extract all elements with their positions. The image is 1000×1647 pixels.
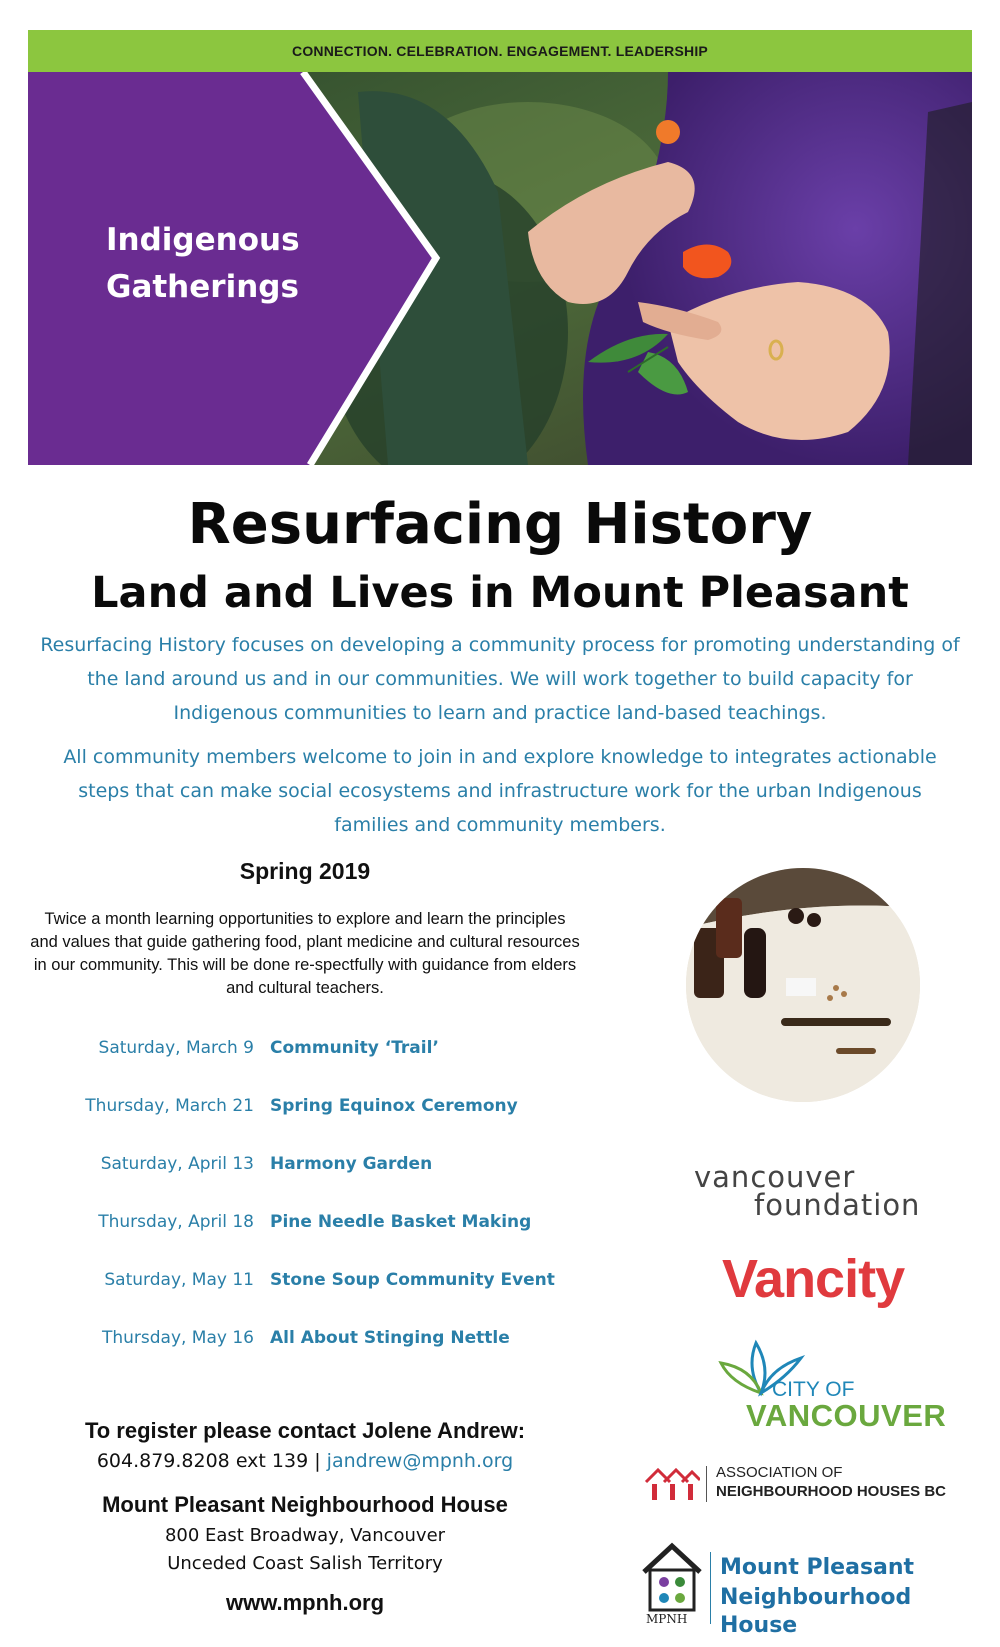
event-name: Pine Needle Basket Making <box>270 1212 532 1232</box>
event-date: Thursday, April 18 <box>98 1212 254 1232</box>
contact-email-link[interactable]: jandrew@mpnh.org <box>326 1450 514 1472</box>
event-name: Spring Equinox Ceremony <box>270 1096 518 1116</box>
cov-line1: CITY OF <box>772 1378 855 1401</box>
circular-photo <box>686 868 920 1102</box>
event-row <box>0 1038 620 1068</box>
anh-line1: ASSOCIATION OF <box>716 1464 843 1481</box>
territory-line: Unceded Coast Salish Territory <box>167 1553 443 1574</box>
contact-separator: | <box>314 1450 321 1472</box>
logo-divider <box>710 1552 711 1624</box>
event-date: Thursday, March 21 <box>85 1096 254 1116</box>
event-row <box>0 1096 620 1126</box>
hero-title <box>106 217 300 311</box>
houses-icon <box>644 1466 700 1502</box>
event-name: Community ‘Trail’ <box>270 1038 439 1058</box>
vancity-logo: Vancity <box>722 1249 905 1309</box>
intro-paragraph-2: All community members welcome to join in and explore knowledge to integrates actionable steps that can make social ecosystems and infrastructure work for the urban Indigenous families and community members. <box>63 746 937 836</box>
event-date: Saturday, March 9 <box>98 1038 254 1058</box>
event-row <box>0 1328 620 1358</box>
contact-phone: 604.879.8208 ext 139 <box>96 1450 309 1472</box>
page-subtitle: Land and Lives in Mount Pleasant <box>91 568 909 618</box>
banner-text: CONNECTION. CELEBRATION. ENGAGEMENT. LEADERSHIP <box>292 43 708 59</box>
mpnh-line2: Neighbourhood House <box>720 1585 912 1638</box>
event-date: Saturday, April 13 <box>100 1154 254 1174</box>
event-row <box>0 1270 620 1300</box>
event-row <box>0 1212 620 1242</box>
cov-line2: VANCOUVER <box>746 1398 947 1433</box>
contact-line <box>30 1450 580 1472</box>
vf-line2: foundation <box>754 1188 921 1222</box>
vancouver-foundation-logo <box>694 1160 944 1222</box>
mpnh-abbr: MPNH <box>646 1612 688 1626</box>
vf-line1: vancouver <box>694 1160 856 1194</box>
season-description: Twice a month learning opportunities to explore and learn the principles and values that guide gathering food, plant medicine and cultural resources in our community. This will be done re-spectfully with guidance from elders and cultural teachers. <box>30 910 580 997</box>
intro-paragraph-1: Resurfacing History focuses on developing a community process for promoting understanding of the land around us and in our communities. We will work together to build capacity for Indigenous communities to learn and practice land-based teachings. <box>40 634 960 724</box>
page-title: Resurfacing History <box>187 492 813 557</box>
house-icon <box>640 1542 704 1612</box>
mpnh-logo <box>640 1542 980 1638</box>
association-neighbourhood-houses-logo <box>644 1464 974 1504</box>
hero-title-line2: Gatherings <box>106 269 299 305</box>
logo-divider <box>706 1466 707 1502</box>
organization-name: Mount Pleasant Neighbourhood House <box>102 1492 508 1517</box>
hero-title-line1: Indigenous <box>106 222 300 258</box>
organization-address <box>30 1522 580 1578</box>
event-row <box>0 1154 620 1184</box>
season-title: Spring 2019 <box>239 858 371 884</box>
website-link[interactable]: www.mpnh.org <box>225 1590 385 1615</box>
event-date: Saturday, May 11 <box>104 1270 254 1290</box>
event-name: Harmony Garden <box>270 1154 433 1174</box>
anh-line2: NEIGHBOURHOOD HOUSES BC <box>716 1483 947 1500</box>
mpnh-line1: Mount Pleasant <box>720 1555 915 1580</box>
photo-illustration <box>686 868 920 1102</box>
address-line: 800 East Broadway, Vancouver <box>164 1525 446 1546</box>
event-name: All About Stinging Nettle <box>270 1328 510 1348</box>
register-heading: To register please contact Jolene Andrew: <box>84 1418 526 1443</box>
event-name: Stone Soup Community Event <box>270 1270 555 1290</box>
hero-image <box>28 72 972 465</box>
top-banner <box>28 30 972 72</box>
event-date: Thursday, May 16 <box>101 1328 254 1348</box>
